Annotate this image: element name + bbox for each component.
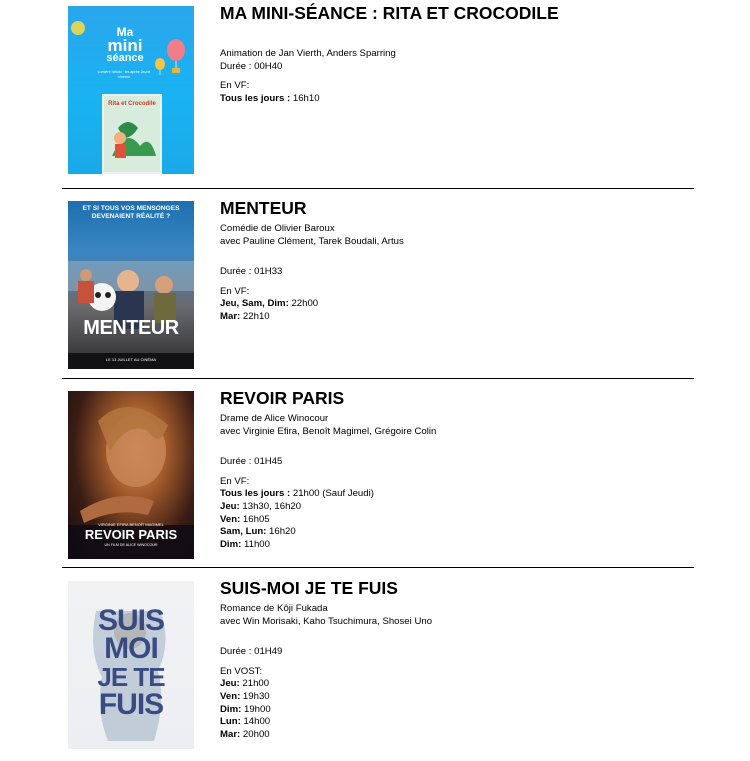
movie-poster[interactable] bbox=[68, 581, 194, 749]
showtime-days: Mar: bbox=[220, 728, 241, 740]
film-duration: Durée : 01H45 bbox=[220, 456, 283, 468]
poster-brand bbox=[90, 26, 160, 65]
showtime-row bbox=[220, 729, 694, 742]
film-cast: avec Pauline Clément, Tarek Boudali, Artus bbox=[220, 235, 404, 247]
poster-book-title: Rita et Crocodile bbox=[108, 101, 156, 107]
film-version: En VF: bbox=[220, 285, 250, 297]
showtime-row bbox=[220, 539, 694, 552]
showtime-times: 21h00 bbox=[239, 678, 270, 690]
movie-poster[interactable] bbox=[68, 391, 194, 559]
poster-title: MENTEUR bbox=[83, 317, 179, 339]
showtime-times: 19h30 bbox=[240, 690, 270, 702]
film-duration: Durée : 01H49 bbox=[220, 646, 283, 658]
poster-title-line: JE TE bbox=[97, 662, 165, 692]
film-cast: avec Win Morisaki, Kaho Tsuchimura, Shosei Uno bbox=[220, 615, 433, 627]
showtime-times: 21h00 (Sauf Jeudi) bbox=[290, 488, 374, 500]
showtime-days: Tous les jours : bbox=[220, 92, 291, 104]
poster-actors: VIRGINIE EFIRA BENOÎT MAGIMEL bbox=[98, 522, 164, 527]
poster-director: UN FILM DE ALICE WINOCOUR bbox=[104, 543, 158, 547]
showtime-days: Jeu: bbox=[220, 500, 240, 512]
showtime-days: Sam, Lun: bbox=[220, 526, 267, 538]
showtime-times: 13h30, 16h20 bbox=[239, 500, 302, 512]
showtime-days: Dim: bbox=[220, 703, 242, 715]
film-version: En VF: bbox=[220, 475, 250, 487]
poster-title-line: FUIS bbox=[98, 688, 164, 721]
showtime-times: 16h20 bbox=[266, 526, 296, 538]
poster-brand-line: mini bbox=[107, 36, 143, 55]
poster-title: REVOIR PARIS bbox=[84, 527, 178, 542]
film-duration: Durée : 01H33 bbox=[220, 266, 283, 278]
showtime-days: Lun: bbox=[220, 716, 241, 728]
showtime-times: 14h00 bbox=[240, 716, 271, 728]
film-title[interactable]: REVOIR PARIS bbox=[220, 388, 345, 408]
showtime-row bbox=[220, 311, 694, 324]
poster-art bbox=[68, 201, 194, 369]
poster-title bbox=[68, 604, 194, 721]
film-entry bbox=[62, 0, 694, 188]
film-credits: Drame de Alice Winocour bbox=[220, 413, 329, 424]
showtime-days: Mar: bbox=[220, 310, 241, 322]
showtime-row bbox=[220, 298, 694, 311]
film-info bbox=[220, 189, 694, 324]
showtime-times: 19h00 bbox=[241, 703, 271, 715]
poster-tagline: Lumière hebdo · les après·Jeune cinéma bbox=[97, 70, 151, 79]
showtime-days: Tous les jours : bbox=[220, 488, 291, 500]
showtime-row bbox=[220, 691, 694, 704]
showtime-days: Ven: bbox=[220, 513, 241, 525]
film-version: En VF: bbox=[220, 80, 250, 92]
film-info bbox=[220, 379, 694, 551]
showtime-row bbox=[220, 526, 694, 539]
film-duration: Durée : 00H40 bbox=[220, 60, 283, 72]
showtime-days: Jeu: bbox=[220, 678, 240, 690]
movie-poster[interactable] bbox=[68, 201, 194, 369]
showtime-times: 22h10 bbox=[240, 310, 270, 322]
showtime-times: 22h00 bbox=[288, 298, 319, 310]
film-credits: Animation de Jan Vierth, Anders Sparring bbox=[220, 48, 396, 59]
showtime-times: 16h05 bbox=[240, 513, 270, 525]
film-version: En VOST: bbox=[220, 665, 263, 677]
film-title[interactable]: MA MINI-SÉANCE : RITA ET CROCODILE bbox=[220, 3, 559, 23]
showtime-row bbox=[220, 716, 694, 729]
poster-title-line: SUIS bbox=[97, 604, 165, 637]
film-info bbox=[220, 0, 694, 105]
showtime-times: 11h00 bbox=[241, 538, 270, 550]
showtime-times: 20h00 bbox=[240, 728, 270, 740]
film-title[interactable]: MENTEUR bbox=[220, 198, 307, 218]
showtime-row bbox=[220, 678, 694, 691]
film-entry bbox=[62, 569, 694, 761]
poster-release: LE 13 JUILLET AU CINÉMA bbox=[105, 357, 157, 362]
poster-brand-line: Ma bbox=[116, 25, 134, 39]
film-title[interactable]: SUIS-MOI JE TE FUIS bbox=[220, 578, 398, 598]
film-info bbox=[220, 569, 694, 741]
poster-title-line: MOI bbox=[104, 632, 158, 665]
showtime-days: Jeu, Sam, Dim: bbox=[220, 298, 289, 310]
film-entry bbox=[62, 189, 694, 378]
divider bbox=[62, 567, 694, 568]
film-credits: Comédie de Olivier Baroux bbox=[220, 223, 335, 234]
film-entry bbox=[62, 379, 694, 568]
movie-poster[interactable] bbox=[68, 6, 194, 174]
showtime-row bbox=[220, 488, 694, 501]
film-credits: Romance de Kôji Fukada bbox=[220, 603, 328, 614]
poster-tagline: ET SI TOUS VOS MENSONGES DEVENAIENT RÉALITÉ ? bbox=[82, 205, 180, 220]
poster-brand-line: séance bbox=[106, 52, 144, 64]
showtime-days: Ven: bbox=[220, 690, 241, 702]
film-cast: avec Virginie Efira, Benoît Magimel, Grégoire Colin bbox=[220, 425, 437, 437]
showtime-row bbox=[220, 93, 694, 106]
showtime-row bbox=[220, 514, 694, 527]
showtime-days: Dim: bbox=[220, 538, 242, 550]
showtime-times: 16h10 bbox=[290, 92, 320, 104]
showtime-row bbox=[220, 704, 694, 717]
showtime-row bbox=[220, 501, 694, 514]
